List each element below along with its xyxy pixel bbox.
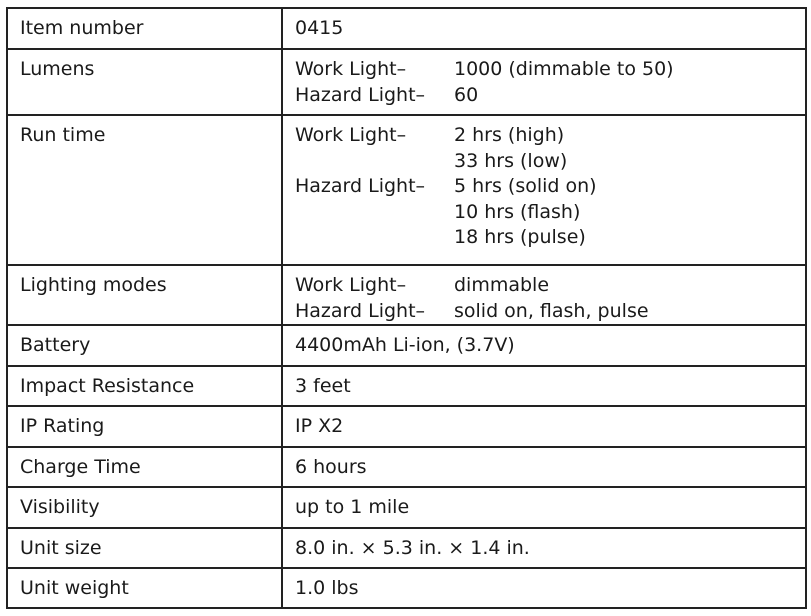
row-value — [282, 49, 806, 115]
table-row — [7, 8, 806, 49]
table-row — [7, 447, 806, 487]
row-value: 3 feet — [282, 366, 806, 406]
spec-table — [6, 7, 807, 609]
sub-key: Work Light– — [295, 274, 407, 296]
row-value: IP X2 — [282, 406, 806, 447]
sub-value: 2 hrs (high) — [454, 124, 565, 146]
table-row — [7, 325, 806, 366]
sub-key: Work Light– — [295, 58, 407, 80]
row-label: Unit size — [7, 528, 282, 568]
table-row — [7, 366, 806, 406]
row-value: 8.0 in. × 5.3 in. × 1.4 in. — [282, 528, 806, 568]
sub-key: Hazard Light– — [295, 299, 426, 322]
row-label: Item number — [7, 8, 282, 49]
row-label: Battery — [7, 325, 282, 366]
sub-key: Work Light– — [295, 124, 407, 146]
row-value — [282, 265, 806, 325]
sub-key: Hazard Light– — [295, 175, 426, 197]
table-row — [7, 115, 806, 265]
row-label: Unit weight — [7, 568, 282, 608]
table-row — [7, 49, 806, 115]
sub-value: 33 hrs (low) — [454, 149, 568, 172]
row-value: 0415 — [282, 8, 806, 49]
sub-value: solid on, flash, pulse — [454, 299, 649, 322]
table-row — [7, 406, 806, 447]
table-row — [7, 487, 806, 528]
row-label: Visibility — [7, 487, 282, 528]
row-label: Lighting modes — [7, 265, 282, 325]
table-row — [7, 265, 806, 325]
sub-value: dimmable — [454, 274, 550, 296]
sub-value: 5 hrs (solid on) — [454, 175, 597, 197]
table-row — [7, 528, 806, 568]
row-value: 6 hours — [282, 447, 806, 487]
row-label: IP Rating — [7, 406, 282, 447]
sub-value: 10 hrs (flash) — [454, 200, 581, 223]
row-value — [282, 115, 806, 265]
sub-value: 1000 (dimmable to 50) — [454, 58, 674, 80]
sub-value: 18 hrs (pulse) — [454, 226, 586, 248]
sub-value: 60 — [454, 83, 479, 106]
row-value: 1.0 lbs — [282, 568, 806, 608]
row-value: 4400mAh Li-ion, (3.7V) — [282, 325, 806, 366]
row-label: Impact Resistance — [7, 366, 282, 406]
row-label: Run time — [7, 115, 282, 265]
row-label: Lumens — [7, 49, 282, 115]
row-label: Charge Time — [7, 447, 282, 487]
table-row — [7, 568, 806, 608]
sub-key: Hazard Light– — [295, 83, 426, 106]
row-value: up to 1 mile — [282, 487, 806, 528]
